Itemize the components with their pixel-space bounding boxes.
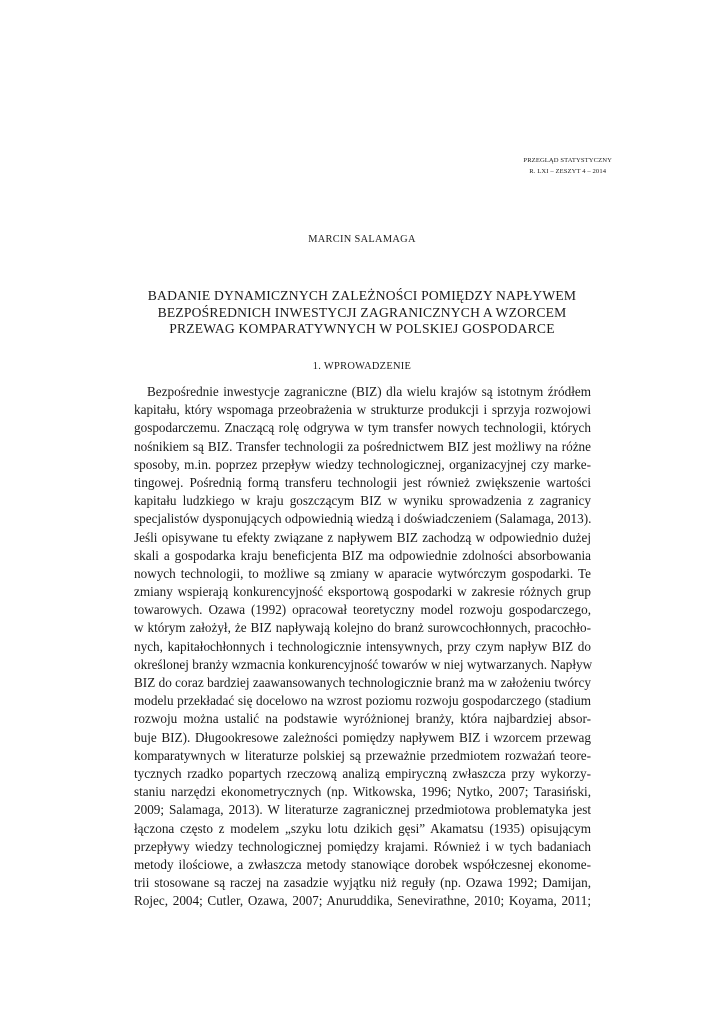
text-line: nośnikiem są BIZ. Transfer technologii za pośrednictwem BIZ jest możliwy na różne bbox=[134, 438, 591, 454]
text-line: modelu przekładać się docelowo na wzrost poziomu rozwoju gospodarczego (stadium bbox=[134, 693, 591, 709]
section-heading: 1. WPROWADZENIE bbox=[312, 361, 412, 372]
text-line: buje BIZ). Długookresowe zależności pomiędzy napływem BIZ i wzorcem przewag bbox=[134, 729, 591, 745]
text-line: kapitału, który wspomaga przeobrażenia w strukturze produkcji i sprzyja rozwojowi bbox=[134, 402, 591, 418]
text-line: zmiany wspierają konkurencyjność eksportową gospodarki w zakresie różnych grup bbox=[134, 584, 591, 600]
journal-header bbox=[523, 155, 612, 177]
author-name: MARCIN SALAMAGA bbox=[308, 234, 416, 245]
text-line: tingowej. Pośrednią formą transferu technologii jest również zwiększenie wartości bbox=[134, 474, 591, 490]
article-title bbox=[0, 288, 724, 338]
text-line: metody ilościowe, a zwłaszcza metody stanowiące dorobek współczesnej ekonome- bbox=[134, 856, 591, 872]
title-line: PRZEWAG KOMPARATYWNYCH W POLSKIEJ GOSPODARCE bbox=[169, 321, 555, 337]
text-line: kapitału ludzkiego w kraju goszczącym BIZ w wyniku sprowadzenia z zagranicy bbox=[134, 493, 591, 509]
text-line: trii stosowane są raczej na zasadzie wyjątku niż reguły (np. Ozawa 1992; Damijan, bbox=[134, 875, 591, 891]
text-line: łączona często z modelem „szyku lotu dzikich gęsi” Akamatsu (1935) opisującym bbox=[134, 820, 591, 836]
text-line: 2009; Salamaga, 2013). W literaturze zagranicznej przedmiotowa problematyka jest bbox=[134, 802, 591, 818]
text-line: towarowych. Ozawa (1992) opracował teoretyczny model rozwoju gospodarczego, bbox=[134, 602, 591, 618]
text-line: rozwoju można ustalić na podstawie wyróżnionej branży, która najbardziej absor- bbox=[134, 711, 591, 727]
journal-issue: R. LXI – ZESZYT 4 – 2014 bbox=[529, 168, 607, 175]
text-line: komparatywnych w literaturze polskiej są przeważnie przedmiotem rozważań teore- bbox=[134, 747, 591, 763]
title-line: BADANIE DYNAMICZNYCH ZALEŻNOŚCI POMIĘDZY NAPŁYWEM bbox=[147, 288, 577, 303]
body-paragraph bbox=[134, 383, 591, 910]
text-line: skali a gospodarka kraju beneficjenta BIZ ma odpowiednie zdolności absorbowania bbox=[134, 547, 591, 563]
text-line: sposoby, m.in. poprzez przepływ wiedzy technologicznej, organizacyjnej czy marke- bbox=[134, 456, 591, 472]
text-line: Jeśli opisywane tu efekty związane z napływem BIZ zachodzą w odpowiednio dużej bbox=[134, 529, 591, 545]
text-line: nowych technologii, to możliwe są zmiany w aparacie wytwórczym gospodarki. Te bbox=[134, 565, 591, 581]
text-line: nych, kapitałochłonnych i technologicznie intensywnych, przy czym napływ BIZ do bbox=[134, 638, 591, 654]
title-line: BEZPOŚREDNICH INWESTYCJI ZAGRANICZNYCH A WZORCEM bbox=[157, 304, 567, 320]
text-line: BIZ do coraz bardziej zaawansowanych technologicznie branż ma w założeniu twórcy bbox=[134, 675, 591, 690]
journal-name: PRZEGLĄD STATYSTYCZNY bbox=[523, 157, 612, 164]
text-line: przepływy wiedzy technologicznej pomiędzy krajami. Również i w tych badaniach bbox=[134, 838, 591, 854]
text-line: gospodarczemu. Znaczącą rolę odgrywa w tym transfer nowych technologii, których bbox=[134, 420, 591, 436]
text-line: staniu narzędzi ekonometrycznych (np. Witkowska, 1996; Nytko, 2007; Tarasiński, bbox=[134, 784, 591, 800]
text-line: Rojec, 2004; Cutler, Ozawa, 2007; Anuruddika, Senevirathne, 2010; Koyama, 2011; bbox=[134, 893, 591, 909]
text-line: tycznych rzadko popartych rzeczową analizą empiryczną zwłaszcza przy wykorzy- bbox=[134, 765, 591, 781]
text-line: określonej branży wzmacnia konkurencyjność towarów w niej wytwarzanych. Napływ bbox=[134, 656, 593, 672]
text-line: w którym założył, że BIZ napływają kolejno do branż surowcochłonnych, pracochło- bbox=[134, 620, 591, 636]
text-line: Bezpośrednie inwestycje zagraniczne (BIZ) dla wielu krajów są istotnym źródłem bbox=[147, 384, 591, 399]
text-line: specjalistów dysponujących odpowiednią wiedzą i doświadczeniem (Salamaga, 2013). bbox=[134, 511, 592, 527]
